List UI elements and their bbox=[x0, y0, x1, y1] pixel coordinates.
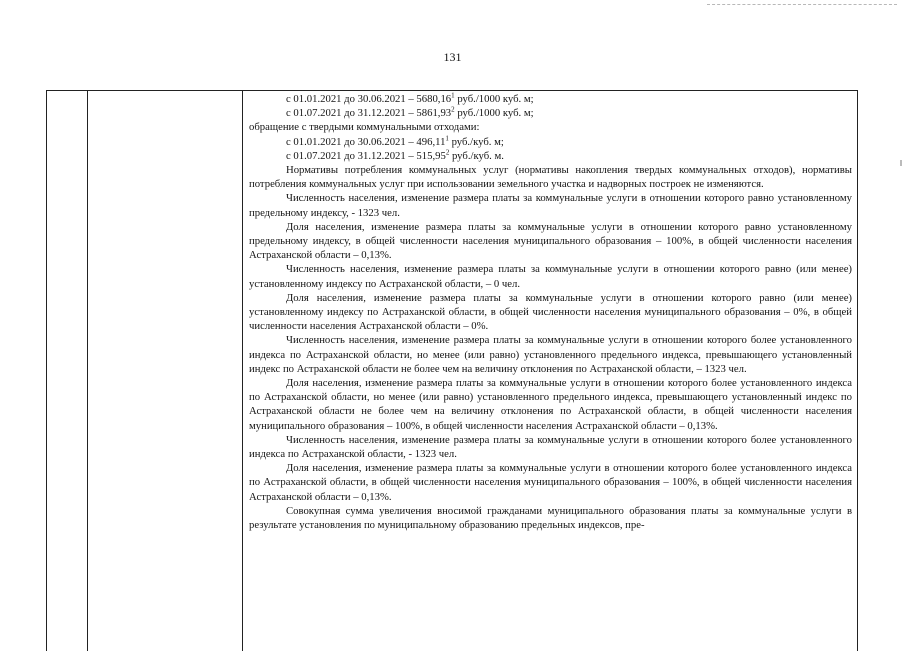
document-body bbox=[249, 92, 852, 532]
paragraph-share-equal-limit: Доля населения, изменение размера платы за коммунальные услуги в отношении которого равно установленному предельному индексу, в общей численности населения муниципального образования – 100%, в общей численности населения Астраханской области – 0,13%. bbox=[249, 220, 852, 262]
paragraph-population-equal-regional: Численность населения, изменение размера платы за коммунальные услуги в отношении которого равно (или менее) установленному индексу по Астраханской области, – 0 чел. bbox=[249, 263, 852, 290]
paragraph-norms: Нормативы потребления коммунальных услуг (нормативы накопления твердых коммунальных отходов), нормативы потребления коммунальных услуг при использовании земельного участка и надворных построек не изменяются. bbox=[249, 164, 852, 191]
column-divider-1 bbox=[87, 91, 88, 651]
tariff-line-gas-h2: с 01.07.2021 до 31.12.2021 – 5861,93$^2$ руб./1000 куб. м; bbox=[286, 105, 534, 120]
column-divider-2 bbox=[242, 91, 243, 651]
paragraph-total-increase: Совокупная сумма увеличения вносимой гражданами муниципального образования платы за коммунальные услуги в результате установления по муниципальному образованию предельных индексов, пре- bbox=[249, 504, 852, 532]
paragraph-share-equal-regional: Доля населения, изменение размера платы за коммунальные услуги в отношении которого равно (или менее) установленному индексу по Астраханской области, в общей численности населения муниципального образования – 0%, в общей численности населения Астраханской области – 0%. bbox=[249, 291, 852, 333]
scan-artifact-line bbox=[707, 4, 897, 6]
waste-heading: обращение с твердыми коммунальными отходами: bbox=[249, 121, 480, 134]
page-number: 131 bbox=[443, 50, 462, 64]
paragraph-population-within-deviation: Численность населения, изменение размера платы за коммунальные услуги в отношении которого более установленного индекса по Астраханской области, но менее (или равно) установленного предельного индекса, превышающего установленный индекс по Астраханской области не более чем на величину отклонения по Астраханской области, – 1323 чел. bbox=[249, 334, 852, 375]
paragraph-share-within-deviation: Доля населения, изменение размера платы за коммунальные услуги в отношении которого более установленного индекса по Астраханской области, но менее (или равно) установленного предельного индекса, превышающего установленный индекс по Астраханской области не более чем на величину отклонения по Астраханской области, в общей численности населения муниципального образования – 100%, в общей численности населения Астраханской области – 0,13%. bbox=[249, 377, 852, 432]
paragraph-share-above-regional: Доля населения, изменение размера платы за коммунальные услуги в отношении которого более установленного индекса по Астраханской области, в общей численности населения муниципального образования – 100%, в общей численности населения Астраханской области – 0,13%. bbox=[249, 462, 852, 503]
scan-artifact-mark bbox=[900, 160, 902, 166]
tariff-line-gas-h1: с 01.01.2021 до 30.06.2021 – 5680,16$^1$ руб./1000 куб. м; bbox=[286, 91, 534, 105]
tariff-line-waste-h1: с 01.01.2021 до 30.06.2021 – 496,11$^1$ руб./куб. м; bbox=[286, 134, 504, 148]
paragraph-population-above-regional: Численность населения, изменение размера платы за коммунальные услуги в отношении которого более установленного индекса по Астраханской области, - 1323 чел. bbox=[249, 433, 852, 461]
tariff-line-waste-h2: с 01.07.2021 до 31.12.2021 – 515,95$^2$ руб./куб. м. bbox=[286, 148, 504, 162]
paragraph-population-equal-limit: Численность населения, изменение размера платы за коммунальные услуги в отношении которого равно установленному предельному индексу, - 1323 чел. bbox=[249, 192, 852, 219]
